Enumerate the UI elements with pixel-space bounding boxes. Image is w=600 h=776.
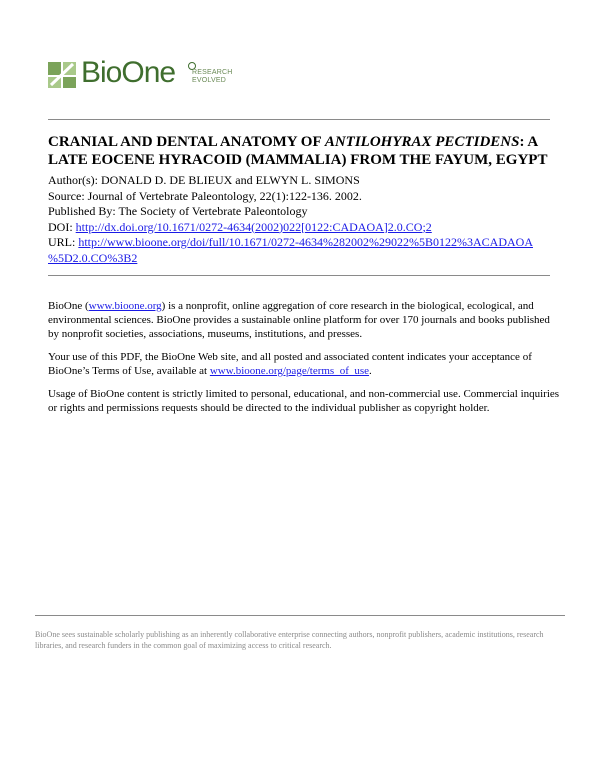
authors-line: Author(s): DONALD D. DE BLIEUX and ELWYN L. SIMONS: [48, 173, 360, 187]
article-metadata: [48, 173, 558, 266]
bioone-logo: [48, 54, 248, 94]
about-text-end: ) is a nonprofit, online aggregation of core research in the biological, ecological, and environmental sciences. BioOne provides a sustainable online platform for over 170 journals and books published by nonprofit societies, associations, museums, institutions, and presses.: [48, 300, 550, 340]
source-line: Source: Journal of Vertebrate Paleontology, 22(1):122-136. 2002.: [48, 188, 362, 203]
terms-of-use-link[interactable]: www.bioone.org/page/terms_of_use: [209, 365, 370, 377]
logo-tagline-line1: RESEARCH: [192, 69, 233, 76]
terms-paragraph: [48, 350, 560, 378]
footer-text: BioOne sees sustainable scholarly publishing as an inherently collaborative enterprise connecting authors, nonprofit publishers, academic institutions, research libraries, and research funders in the common goal of maximizing access to critical research.: [35, 630, 544, 650]
url-line: [48, 235, 558, 251]
logo-brand-text: BioOne: [81, 56, 176, 89]
article-title: [48, 133, 558, 169]
top-divider: [48, 119, 550, 120]
footer-divider: [35, 615, 565, 616]
about-paragraph: [48, 299, 560, 341]
middle-divider: [48, 275, 550, 276]
bioone-leaf-icon: [48, 58, 78, 88]
url-line-continued: [48, 251, 558, 267]
url-link-continued[interactable]: %5D2.0.CO%3B2: [48, 250, 138, 265]
doi-link[interactable]: http://dx.doi.org/10.1671/0272-4634(2002)022[0122:CADAOA]2.0.CO;2: [75, 219, 432, 234]
doi-label: DOI:: [48, 219, 76, 234]
title-part1: CRANIAL AND DENTAL ANATOMY OF: [48, 134, 325, 150]
publisher-line: Published By: The Society of Vertebrate Paleontology: [48, 204, 308, 218]
title-part2: : A LATE EOCENE HYRACOID (MAMMALIA) FROM THE FAYUM, EGYPT: [48, 134, 548, 168]
url-label: URL:: [48, 235, 79, 249]
url-link[interactable]: http://www.bioone.org/doi/full/10.1671/0272-4634%282002%29022%5B0122%3ACADAOA: [78, 235, 533, 249]
about-text-start: BioOne (: [48, 300, 89, 312]
terms-text-start: Your use of this PDF, the BioOne Web site, and all posted and associated content indicates your acceptance of BioOne’s Terms of Use, available at: [48, 351, 532, 377]
bioone-home-link[interactable]: www.bioone.org: [88, 300, 162, 312]
notice-body: [48, 299, 560, 424]
doi-line: [48, 220, 558, 236]
logo-tagline: [192, 69, 233, 85]
logo-tagline-line2: EVOLVED: [192, 77, 226, 84]
terms-text-end: .: [369, 365, 372, 377]
usage-paragraph: Usage of BioOne content is strictly limited to personal, educational, and non-commercial use. Commercial inquiries or rights and permissions requests should be directed to the individual publisher as copyright holder.: [48, 388, 560, 414]
title-species: ANTILOHYRAX PECTIDENS: [324, 134, 520, 150]
